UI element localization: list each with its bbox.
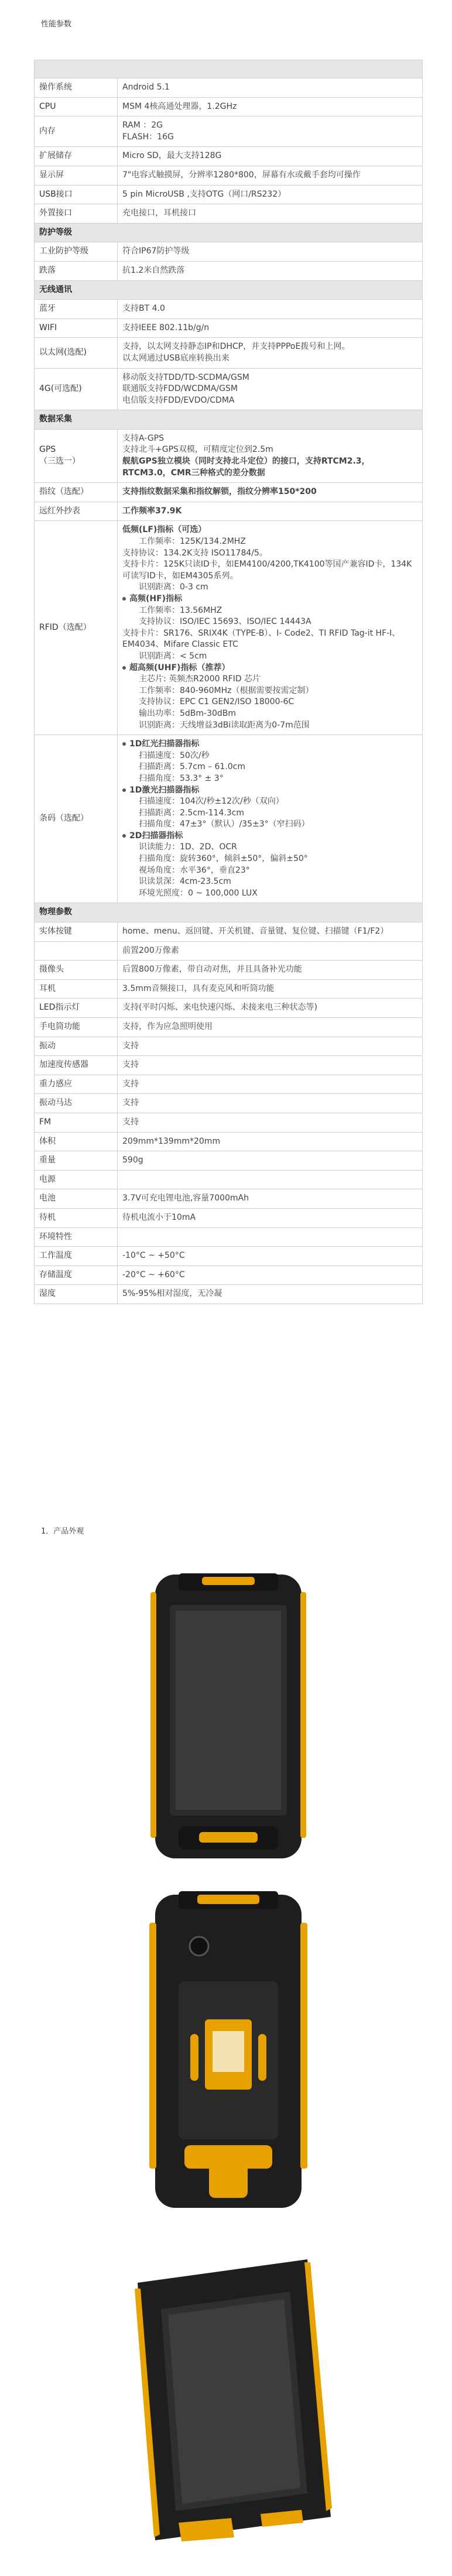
spec-value-line: 支持北斗+GPS双模，可精度定位到2.5m xyxy=(122,445,273,455)
spec-value xyxy=(118,1037,423,1056)
spec-value xyxy=(118,429,423,482)
spec-value-line: Android 5.1 xyxy=(122,83,170,92)
spec-row xyxy=(35,999,423,1018)
spec-value-line: 识读能力：1D、2D、OCR xyxy=(139,842,237,852)
bullet-icon xyxy=(122,666,126,670)
spec-label: 跌落 xyxy=(35,261,118,280)
spec-value xyxy=(118,979,423,999)
spec-value-line: 扫描角度：53.3° ± 3° xyxy=(139,773,224,783)
spec-value-line: 以太网通过USB底座转换出来 xyxy=(122,353,230,363)
spec-value-line: 支持卡片：125K只读ID卡，如EM4100/4200,TK4100等国产兼容ID卡，134K可读写ID卡，如EM4305系列。 xyxy=(122,560,412,581)
spec-row xyxy=(35,1208,423,1227)
spec-row xyxy=(35,1094,423,1113)
spec-value-text: 超高频(UHF)指标（推荐） xyxy=(129,663,230,673)
tablet-front-illustration xyxy=(143,1569,313,1864)
spec-value xyxy=(118,78,423,98)
spec-label: 电池 xyxy=(35,1189,118,1209)
spec-row xyxy=(35,521,423,735)
spec-row xyxy=(35,1151,423,1171)
spec-row xyxy=(35,116,423,147)
spec-label: 加速度传感器 xyxy=(35,1056,118,1075)
spec-value-line: 支持 xyxy=(122,1117,139,1127)
spec-label: RFID（选配） xyxy=(35,521,118,735)
spec-value-line: 支持，以太网支持静态IP和DHCP，并支持PPPoE拨号和上网。 xyxy=(122,342,350,352)
spec-value xyxy=(118,300,423,319)
spec-value-line: 识别距离：< 5cm xyxy=(139,651,207,661)
spec-row xyxy=(35,1285,423,1304)
spec-row xyxy=(35,97,423,116)
spec-section-row xyxy=(35,60,423,78)
spec-row xyxy=(35,1075,423,1094)
spec-value-text: 高频(HF)指标 xyxy=(129,594,183,603)
spec-value-text: 1D红光扫描器指标 xyxy=(129,739,200,749)
spec-value-line xyxy=(122,663,417,674)
spec-label: 振动马达 xyxy=(35,1094,118,1113)
spec-section-heading: 物理参数 xyxy=(35,903,423,922)
spec-value-line: 识读景深：4cm-23.5cm xyxy=(139,877,231,887)
spec-row xyxy=(35,338,423,368)
spec-label: 摄像头 xyxy=(35,961,118,980)
spec-value xyxy=(118,147,423,166)
spec-row xyxy=(35,1132,423,1151)
spec-value-line: 抗1.2米自然跌落 xyxy=(122,265,185,275)
spec-value-line: 209mm*139mm*20mm xyxy=(122,1136,221,1146)
bullet-icon xyxy=(122,788,126,792)
spec-row xyxy=(35,318,423,338)
spec-value-line: 3.5mm音频接口，具有麦克风和听筒功能 xyxy=(122,983,275,993)
spec-label: 工作温度 xyxy=(35,1247,118,1266)
spec-value-line: 5%-95%相对湿度，无冷凝 xyxy=(122,1289,222,1299)
spec-label: 耳机 xyxy=(35,979,118,999)
spec-value-line xyxy=(122,594,417,605)
spec-value-line: 主芯片: 英频杰R2000 RFID 芯片 xyxy=(139,674,261,684)
spec-value xyxy=(118,1018,423,1037)
spec-value-line: 支持协议：ISO/IEC 15693、ISO/IEC 14443A xyxy=(139,617,311,627)
product-photo-front xyxy=(143,1569,313,1864)
spec-value xyxy=(118,502,423,521)
spec-value xyxy=(118,166,423,185)
spec-label: CPU xyxy=(35,97,118,116)
spec-row xyxy=(35,242,423,262)
spec-value-line: 支持A-GPS xyxy=(122,433,165,443)
spec-section-row xyxy=(35,223,423,242)
spec-value-line: 扫描速度：50次/秒 xyxy=(139,750,210,760)
spec-label: 显示屏 xyxy=(35,166,118,185)
spec-row xyxy=(35,78,423,98)
spec-label: 待机 xyxy=(35,1208,118,1227)
spec-value-line xyxy=(122,785,417,797)
spec-label: 条码（选配） xyxy=(35,735,118,903)
spec-row xyxy=(35,1113,423,1132)
tablet-back-illustration xyxy=(143,1888,313,2215)
spec-value xyxy=(118,204,423,224)
spec-value xyxy=(118,735,423,903)
spec-value-line: 工作频率：13.56MHZ xyxy=(139,605,222,615)
spec-label: 远红外抄表 xyxy=(35,502,118,521)
spec-row xyxy=(35,502,423,521)
product-photo-angled xyxy=(114,2242,343,2552)
spec-label: 湿度 xyxy=(35,1285,118,1304)
spec-label: 内存 xyxy=(35,116,118,147)
spec-value-line: 支持 xyxy=(122,1060,139,1070)
spec-value-line: 识别距离：0-3 cm xyxy=(139,582,208,592)
spec-label: 重量 xyxy=(35,1151,118,1171)
spec-value xyxy=(118,116,423,147)
spec-value xyxy=(118,1265,423,1285)
spec-value xyxy=(118,242,423,262)
spec-label: 外置接口 xyxy=(35,204,118,224)
spec-label: 以太网(选配) xyxy=(35,338,118,368)
spec-row xyxy=(35,368,423,410)
spec-value-line: 工作频率37.9K xyxy=(122,506,182,516)
spec-value xyxy=(118,961,423,980)
spec-row xyxy=(35,483,423,502)
spec-value-line: 支持协议：134.2K支持 ISO11784/5。 xyxy=(122,548,268,558)
product-photo-back xyxy=(143,1888,313,2215)
spec-row xyxy=(35,1018,423,1037)
spec-value-line: 前置200万像素 xyxy=(122,945,179,955)
spec-row xyxy=(35,1170,423,1189)
spec-label: 重力感应 xyxy=(35,1075,118,1094)
spec-label: 指纹（选配） xyxy=(35,483,118,502)
spec-value-line: 支持 xyxy=(122,1079,139,1089)
spec-label: GPS （三选一） xyxy=(35,429,118,482)
spec-value-line: 支持卡片：SR176、SRIX4K（TYPE-B）、I- Code2、TI RFID Tag-it HF-I、EM4034、Mifare Classic ETC xyxy=(122,628,400,650)
spec-value-line: 扫描速度：104次/秒±12次/秒（双向） xyxy=(139,797,284,807)
spec-value-line: 工作频率：840-960MHz（根据需要按需定制） xyxy=(139,685,314,695)
spec-section-heading: 防护等级 xyxy=(35,223,423,242)
spec-row xyxy=(35,1247,423,1266)
spec-value-line: 识别距离：天线增益3dBi读取距离为0-7m范围 xyxy=(139,720,310,730)
spec-value-line: -10°C ~ +50°C xyxy=(122,1251,185,1261)
spec-label: WIFI xyxy=(35,318,118,338)
spec-row xyxy=(35,429,423,482)
spec-value-line: 扫描角度：旋转360°，倾斜±50°，偏斜±50° xyxy=(139,854,308,864)
spec-value xyxy=(118,1170,423,1189)
spec-value xyxy=(118,1132,423,1151)
spec-value-line: RAM ：2G xyxy=(122,121,163,131)
spec-value-line: 符合IP67防护等级 xyxy=(122,246,190,256)
spec-value-line: 待机电流小于10mA xyxy=(122,1212,196,1222)
spec-value-line: 支持IEEE 802.11b/g/n xyxy=(122,323,210,332)
spec-value-line: Micro SD，最大支持128G xyxy=(122,151,222,161)
spec-value-line: 扫描角度：47±3°（默认）/35±3°（窄扫码） xyxy=(139,819,310,829)
spec-value xyxy=(118,261,423,280)
spec-value xyxy=(118,922,423,942)
spec-label: 存储温度 xyxy=(35,1265,118,1285)
spec-value xyxy=(118,1208,423,1227)
spec-label: 蓝牙 xyxy=(35,300,118,319)
spec-row xyxy=(35,147,423,166)
spec-value xyxy=(118,1285,423,1304)
spec-section-heading: 无线通讯 xyxy=(35,280,423,300)
spec-value xyxy=(118,521,423,735)
spec-row xyxy=(35,1265,423,1285)
spec-value xyxy=(118,368,423,410)
spec-value xyxy=(118,1227,423,1247)
spec-row xyxy=(35,166,423,185)
spec-value-text: 2D扫描器指标 xyxy=(129,831,183,841)
spec-value-line: MSM 4核高通处理器，1.2GHz xyxy=(122,101,237,111)
spec-value-line: 扫描距离：2.5cm-114.3cm xyxy=(139,808,245,818)
spec-value xyxy=(118,318,423,338)
spec-label: 振动 xyxy=(35,1037,118,1056)
spec-value-line: 支持，作为应急照明使用 xyxy=(122,1022,213,1031)
spec-value xyxy=(118,941,423,961)
spec-value-line: 低频(LF)指标（可选） xyxy=(122,525,207,535)
spec-value-line: 支持BT 4.0 xyxy=(122,304,165,314)
spec-value-line: 支持指纹数据采集和指纹解锁，指纹分辨率150*200 xyxy=(122,487,317,497)
spec-row xyxy=(35,1056,423,1075)
spec-value xyxy=(118,1075,423,1094)
spec-value-line: 支持协议：EPC C1 GEN2/ISO 18000-6C xyxy=(139,697,295,707)
spec-label: 操作系统 xyxy=(35,78,118,98)
spec-value-text: 1D激光扫描器指标 xyxy=(129,785,200,795)
spec-label: 环境特性 xyxy=(35,1227,118,1247)
spec-row xyxy=(35,300,423,319)
spec-section-row xyxy=(35,903,423,922)
spec-value xyxy=(118,1247,423,1266)
spec-value-line: 后置800万像素，带自动对焦，并且具备补光功能 xyxy=(122,965,302,975)
spec-value xyxy=(118,483,423,502)
spec-row xyxy=(35,1037,423,1056)
spec-value xyxy=(118,1094,423,1113)
spec-table xyxy=(34,60,423,1304)
spec-value-line: 7"电容式触摸屏，分辨率1280*800，屏幕有水或戴手套均可操作 xyxy=(122,170,361,180)
spec-value-line: 3.7V可充电锂电池,容量7000mAh xyxy=(122,1193,249,1203)
spec-label: FM xyxy=(35,1113,118,1132)
spec-label: 手电筒功能 xyxy=(35,1018,118,1037)
spec-label: 扩展储存 xyxy=(35,147,118,166)
spec-section-row xyxy=(35,410,423,430)
spec-value-line: 扫描距离：5.7cm – 61.0cm xyxy=(139,762,246,772)
bullet-icon xyxy=(122,834,126,838)
spec-value-line: FLASH：16G xyxy=(122,132,174,142)
spec-value xyxy=(118,1113,423,1132)
spec-row xyxy=(35,1227,423,1247)
spec-value xyxy=(118,97,423,116)
spec-label: 体积 xyxy=(35,1132,118,1151)
spec-section-heading xyxy=(35,60,423,78)
tablet-angled-illustration xyxy=(114,2242,343,2552)
spec-row xyxy=(35,204,423,224)
spec-value-line xyxy=(122,739,417,750)
spec-value xyxy=(118,338,423,368)
section-title: 性能参数 xyxy=(41,20,72,29)
spec-value-line: 电信版支持FDD/EVDO/CDMA xyxy=(122,395,235,405)
spec-row xyxy=(35,185,423,204)
spec-value xyxy=(118,1189,423,1209)
spec-value-line: 输出功率：5dBm-30dBm xyxy=(139,708,237,718)
spec-value-line: 移动版支持TDD/TD-SCDMA/GSM xyxy=(122,372,249,382)
spec-row xyxy=(35,1189,423,1209)
product-section-title: 1．产品外观 xyxy=(41,1527,84,1536)
spec-value xyxy=(118,185,423,204)
spec-value-line: 视场角度：水平36°，垂直23° xyxy=(139,865,250,875)
spec-label: USB接口 xyxy=(35,185,118,204)
spec-row xyxy=(35,961,423,980)
spec-label: 4G(可选配) xyxy=(35,368,118,410)
spec-value-line: 支持 xyxy=(122,1098,139,1108)
spec-value-line: -20°C ~ +60°C xyxy=(122,1270,185,1280)
spec-value-line: 5 pin MicroUSB ,支持OTG（网口/RS232） xyxy=(122,189,286,199)
spec-value-line: 工作频率：125K/134.2MHZ xyxy=(139,537,246,547)
spec-label: 工业防护等级 xyxy=(35,242,118,262)
spec-value-line: 舰航GPS独立模块（同时支持北斗定位）的接口，支持RTCM2.3，RTCM3.0，CMR三种格式的差分数据 xyxy=(122,457,370,478)
spec-value-line: 支持 xyxy=(122,1041,139,1051)
spec-label: LED指示灯 xyxy=(35,999,118,1018)
spec-label: 电源 xyxy=(35,1170,118,1189)
bullet-icon xyxy=(122,597,126,601)
spec-value-line xyxy=(122,831,417,842)
spec-row xyxy=(35,979,423,999)
spec-label xyxy=(35,941,118,961)
spec-value-line: 支持(平时闪烁、来电快速闪烁、未接来电三种状态等) xyxy=(122,1003,317,1013)
spec-value-line: 充电接口，耳机接口 xyxy=(122,208,196,218)
spec-section-row xyxy=(35,280,423,300)
spec-row xyxy=(35,922,423,942)
spec-value xyxy=(118,1056,423,1075)
bullet-icon xyxy=(122,742,126,746)
spec-value xyxy=(118,1151,423,1171)
spec-value-line: 环境光照度：0 ~ 100,000 LUX xyxy=(139,888,258,898)
spec-value-line: home、menu、返回键、开关机键、音量键、复位键、扫描键（F1/F2） xyxy=(122,927,389,937)
spec-section-heading: 数据采集 xyxy=(35,410,423,430)
spec-value-line: 590g xyxy=(122,1155,143,1165)
spec-row xyxy=(35,735,423,903)
spec-label: 实体按键 xyxy=(35,922,118,942)
spec-row xyxy=(35,261,423,280)
spec-row xyxy=(35,941,423,961)
spec-value xyxy=(118,999,423,1018)
spec-value-line: 联通版支持FDD/WCDMA/GSM xyxy=(122,384,238,394)
